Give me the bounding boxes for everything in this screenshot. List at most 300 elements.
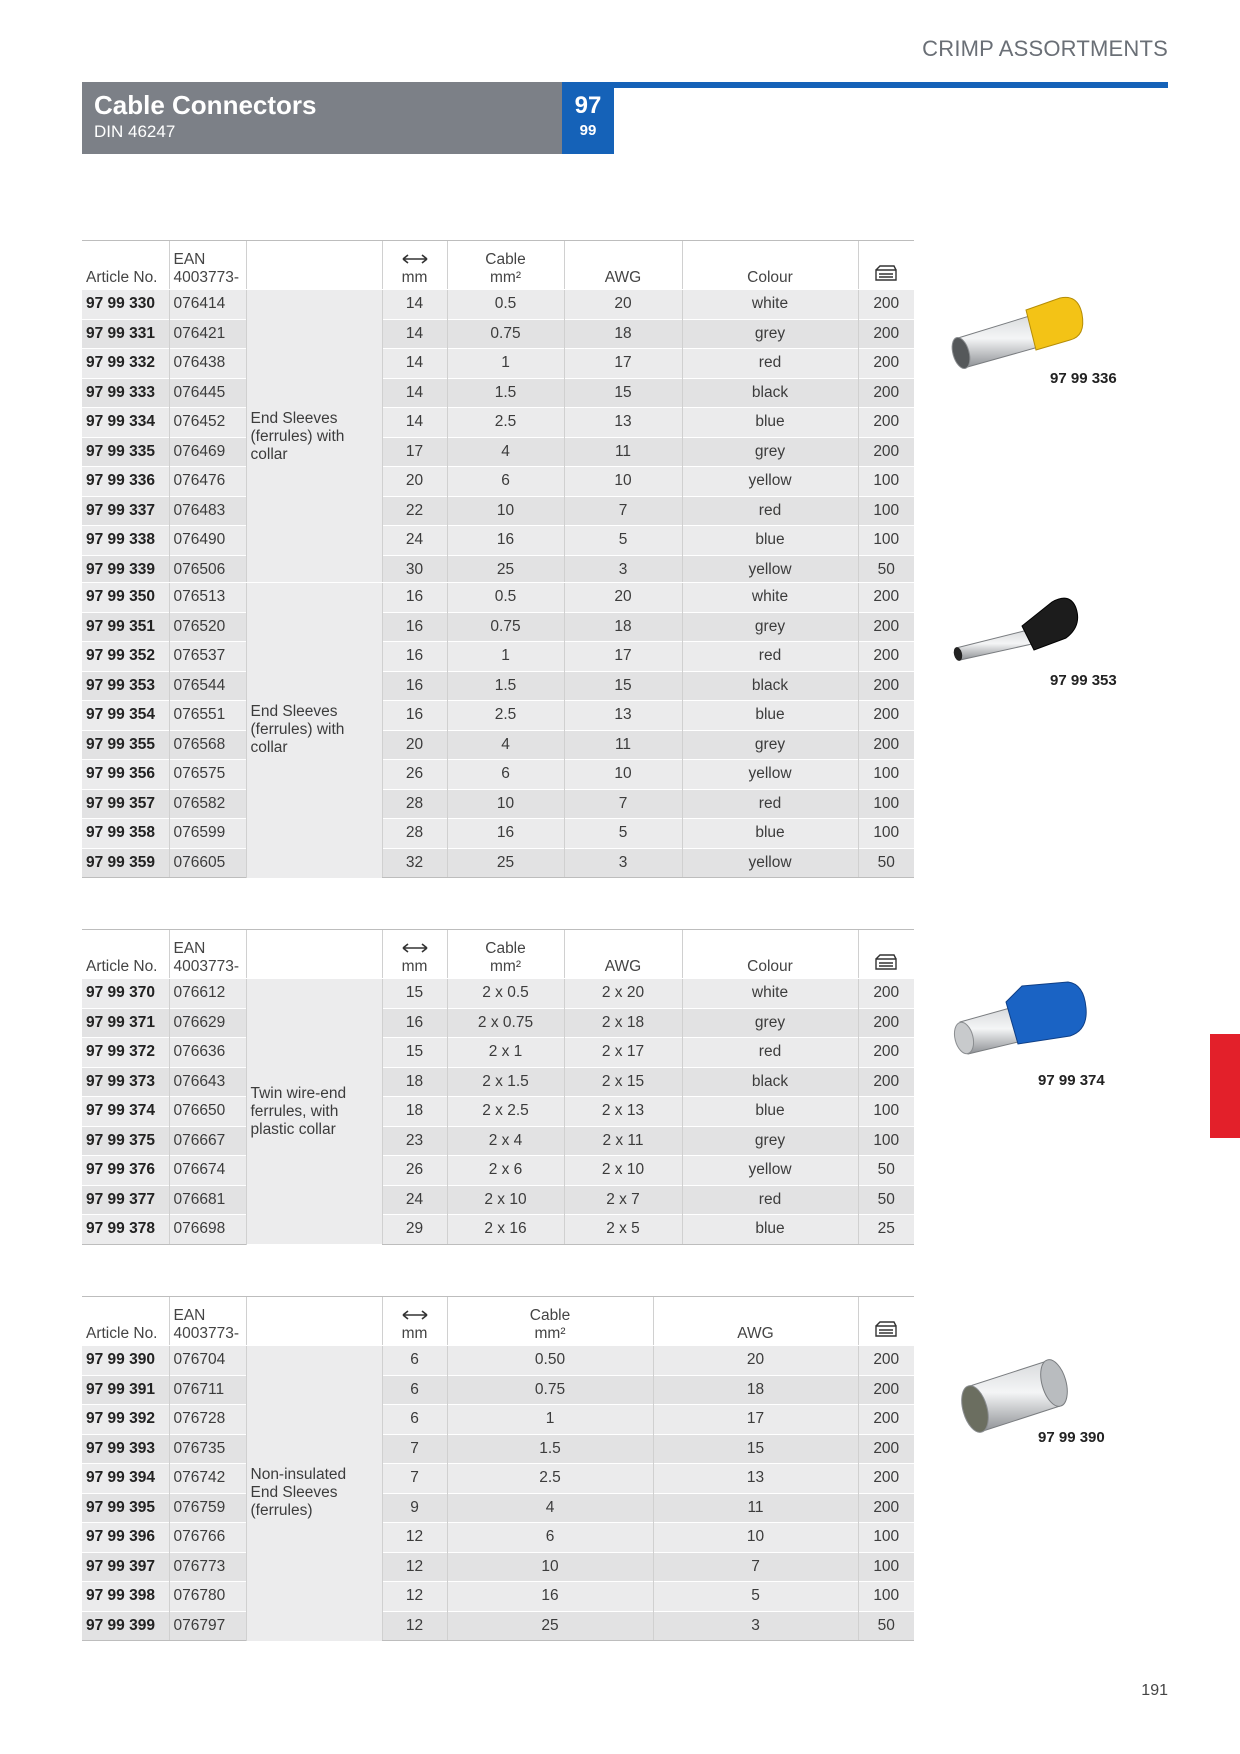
- pack-quantity: 50: [858, 1611, 914, 1641]
- length-mm: 6: [382, 1346, 447, 1376]
- awg-value: 10: [564, 760, 682, 790]
- article-number: 97 99 370: [82, 979, 169, 1009]
- ean-code: 076414: [169, 290, 246, 320]
- pack-quantity: 100: [858, 760, 914, 790]
- pack-quantity: 100: [858, 1097, 914, 1127]
- length-mm: 16: [382, 583, 447, 613]
- pack-quantity: 200: [858, 671, 914, 701]
- pack-quantity: 200: [858, 290, 914, 320]
- cable-size: 2 x 0.75: [447, 1008, 564, 1038]
- cable-size: 6: [447, 1523, 653, 1553]
- col-colour: Colour: [682, 930, 858, 979]
- colour: black: [682, 1067, 858, 1097]
- pack-quantity: 100: [858, 1582, 914, 1612]
- pack-quantity: 200: [858, 642, 914, 672]
- cable-size: 2.5: [447, 408, 564, 438]
- article-number: 97 99 397: [82, 1552, 169, 1582]
- awg-value: 2 x 17: [564, 1038, 682, 1068]
- table-row: [82, 612, 914, 642]
- awg-value: 15: [564, 671, 682, 701]
- article-number: 97 99 339: [82, 555, 169, 585]
- pack-quantity: 200: [858, 701, 914, 731]
- colour: red: [682, 789, 858, 819]
- package-icon: [874, 953, 898, 971]
- col-description: [246, 930, 382, 979]
- article-number: 97 99 398: [82, 1582, 169, 1612]
- awg-value: 15: [653, 1434, 858, 1464]
- awg-value: 2 x 13: [564, 1097, 682, 1127]
- col-awg: AWG: [564, 930, 682, 979]
- length-mm: 28: [382, 789, 447, 819]
- table-header-row: [82, 1297, 914, 1346]
- awg-value: 11: [564, 437, 682, 467]
- awg-value: 2 x 5: [564, 1215, 682, 1245]
- ean-code: 076551: [169, 701, 246, 731]
- awg-value: 17: [564, 349, 682, 379]
- article-number: 97 99 372: [82, 1038, 169, 1068]
- colour: blue: [682, 408, 858, 438]
- length-mm: 22: [382, 496, 447, 526]
- pack-quantity: 200: [858, 1405, 914, 1435]
- colour: grey: [682, 730, 858, 760]
- cable-size: 2.5: [447, 1464, 653, 1494]
- ean-code: 076537: [169, 642, 246, 672]
- awg-value: 17: [653, 1405, 858, 1435]
- ferrule-blue-image: [952, 980, 1102, 1070]
- awg-value: 15: [564, 378, 682, 408]
- package-icon: [874, 1320, 898, 1338]
- colour: blue: [682, 819, 858, 849]
- cable-size: 16: [447, 526, 564, 556]
- awg-value: 2 x 18: [564, 1008, 682, 1038]
- ferrule-black-image: [948, 586, 1088, 676]
- article-number: 97 99 359: [82, 848, 169, 878]
- article-number: 97 99 395: [82, 1493, 169, 1523]
- pack-quantity: 25: [858, 1215, 914, 1245]
- product-table-4: [82, 1296, 914, 1641]
- cable-size: 25: [447, 555, 564, 585]
- length-mm: 18: [382, 1097, 447, 1127]
- cable-size: 0.5: [447, 583, 564, 613]
- article-number: 97 99 377: [82, 1185, 169, 1215]
- cable-size: 0.75: [447, 612, 564, 642]
- awg-value: 7: [653, 1552, 858, 1582]
- awg-value: 2 x 11: [564, 1126, 682, 1156]
- ean-code: 076780: [169, 1582, 246, 1612]
- colour: blue: [682, 1215, 858, 1245]
- table-row: [82, 319, 914, 349]
- table-row: [82, 1156, 914, 1186]
- cable-size: 1.5: [447, 378, 564, 408]
- ferrule-yellow-image: [948, 290, 1088, 380]
- col-length: mm: [382, 1297, 447, 1346]
- ean-code: 076629: [169, 1008, 246, 1038]
- cable-size: 25: [447, 848, 564, 878]
- colour: red: [682, 642, 858, 672]
- article-number: 97 99 350: [82, 583, 169, 613]
- article-number: 97 99 393: [82, 1434, 169, 1464]
- pack-quantity: 100: [858, 526, 914, 556]
- colour: white: [682, 979, 858, 1009]
- product-description: Twin wire-end ferrules, with plastic collar: [246, 979, 382, 1245]
- col-description: [246, 241, 382, 290]
- colour: white: [682, 583, 858, 613]
- article-number: 97 99 357: [82, 789, 169, 819]
- col-length: mm: [382, 241, 447, 290]
- ean-code: 076681: [169, 1185, 246, 1215]
- awg-value: 5: [564, 819, 682, 849]
- ean-code: 076612: [169, 979, 246, 1009]
- length-mm: 24: [382, 1185, 447, 1215]
- length-mm: 14: [382, 378, 447, 408]
- ean-code: 076469: [169, 437, 246, 467]
- table-row: [82, 1008, 914, 1038]
- pack-quantity: 200: [858, 1375, 914, 1405]
- table-row: [82, 1434, 914, 1464]
- length-mm: 24: [382, 526, 447, 556]
- ean-code: 076421: [169, 319, 246, 349]
- pack-quantity: 200: [858, 408, 914, 438]
- table-row: [82, 789, 914, 819]
- cable-size: 10: [447, 789, 564, 819]
- ean-code: 076735: [169, 1434, 246, 1464]
- length-mm: 26: [382, 1156, 447, 1186]
- image-label-3: 97 99 374: [1038, 1072, 1105, 1089]
- cable-size: 6: [447, 467, 564, 497]
- awg-value: 5: [564, 526, 682, 556]
- cable-size: 2 x 2.5: [447, 1097, 564, 1127]
- cable-size: 0.75: [447, 1375, 653, 1405]
- image-label-4: 97 99 390: [1038, 1429, 1105, 1446]
- product-table-2: [82, 582, 914, 878]
- article-number: 97 99 390: [82, 1346, 169, 1376]
- article-number: 97 99 371: [82, 1008, 169, 1038]
- awg-value: 20: [653, 1346, 858, 1376]
- table-row: [82, 555, 914, 585]
- length-mm: 14: [382, 408, 447, 438]
- awg-value: 18: [564, 319, 682, 349]
- table-row: [82, 1611, 914, 1641]
- table-row: [82, 349, 914, 379]
- article-number: 97 99 330: [82, 290, 169, 320]
- product-table-1: [82, 240, 914, 585]
- article-number: 97 99 353: [82, 671, 169, 701]
- awg-value: 3: [564, 848, 682, 878]
- cable-size: 1: [447, 1405, 653, 1435]
- awg-value: 18: [564, 612, 682, 642]
- ean-code: 076544: [169, 671, 246, 701]
- table-row: [82, 1375, 914, 1405]
- package-icon: [874, 264, 898, 282]
- length-mm: 7: [382, 1434, 447, 1464]
- awg-value: 17: [564, 642, 682, 672]
- length-mm: 16: [382, 1008, 447, 1038]
- ean-code: 076476: [169, 467, 246, 497]
- awg-value: 11: [564, 730, 682, 760]
- pack-quantity: 100: [858, 1523, 914, 1553]
- colour: yellow: [682, 760, 858, 790]
- cable-size: 0.5: [447, 290, 564, 320]
- awg-value: 20: [564, 290, 682, 320]
- cable-size: 1.5: [447, 1434, 653, 1464]
- table-row: [82, 1346, 914, 1376]
- page-subtitle: DIN 46247: [94, 122, 176, 141]
- pack-quantity: 50: [858, 555, 914, 585]
- length-mm: 12: [382, 1552, 447, 1582]
- cable-size: 0.75: [447, 319, 564, 349]
- col-ean: EAN 4003773-: [169, 1297, 246, 1346]
- length-mm: 29: [382, 1215, 447, 1245]
- col-cable: Cable mm²: [447, 1297, 653, 1346]
- length-arrow-icon: [402, 254, 428, 264]
- table-row: [82, 1215, 914, 1245]
- awg-value: 3: [653, 1611, 858, 1641]
- article-number: 97 99 354: [82, 701, 169, 731]
- cable-size: 1: [447, 642, 564, 672]
- length-mm: 12: [382, 1582, 447, 1612]
- length-mm: 16: [382, 671, 447, 701]
- awg-value: 11: [653, 1493, 858, 1523]
- ean-code: 076667: [169, 1126, 246, 1156]
- colour: black: [682, 378, 858, 408]
- ean-code: 076698: [169, 1215, 246, 1245]
- awg-value: 13: [564, 408, 682, 438]
- colour: yellow: [682, 555, 858, 585]
- cable-size: 25: [447, 1611, 653, 1641]
- col-cable: Cable mm²: [447, 930, 564, 979]
- product-description: Non-insulated End Sleeves (ferrules): [246, 1346, 382, 1641]
- awg-value: 2 x 7: [564, 1185, 682, 1215]
- cable-size: 2.5: [447, 701, 564, 731]
- length-arrow-icon: [402, 1310, 428, 1320]
- table-header-row: [82, 930, 914, 979]
- colour: red: [682, 496, 858, 526]
- length-mm: 14: [382, 319, 447, 349]
- ean-code: 076674: [169, 1156, 246, 1186]
- ean-code: 076797: [169, 1611, 246, 1641]
- ean-code: 076452: [169, 408, 246, 438]
- table-row: [82, 979, 914, 1009]
- group-number-bottom: 99: [579, 122, 597, 139]
- table-row: [82, 671, 914, 701]
- cable-size: 2 x 1: [447, 1038, 564, 1068]
- cable-size: 2 x 0.5: [447, 979, 564, 1009]
- cable-size: 1.5: [447, 671, 564, 701]
- article-number: 97 99 332: [82, 349, 169, 379]
- colour: grey: [682, 612, 858, 642]
- group-number-badge: [562, 82, 614, 154]
- table-header-row: [82, 241, 914, 290]
- header-rule: [612, 82, 1168, 88]
- ean-code: 076568: [169, 730, 246, 760]
- length-mm: 12: [382, 1523, 447, 1553]
- pack-quantity: 200: [858, 583, 914, 613]
- table-row: [82, 408, 914, 438]
- cable-size: 2 x 1.5: [447, 1067, 564, 1097]
- pack-quantity: 100: [858, 1126, 914, 1156]
- length-mm: 15: [382, 979, 447, 1009]
- ean-code: 076605: [169, 848, 246, 878]
- ean-code: 076773: [169, 1552, 246, 1582]
- table-row: [82, 1038, 914, 1068]
- article-number: 97 99 355: [82, 730, 169, 760]
- colour: yellow: [682, 467, 858, 497]
- length-mm: 20: [382, 467, 447, 497]
- ean-code: 076711: [169, 1375, 246, 1405]
- colour: black: [682, 671, 858, 701]
- table-row: [82, 1405, 914, 1435]
- pack-quantity: 200: [858, 437, 914, 467]
- col-article: Article No.: [82, 241, 169, 290]
- length-mm: 9: [382, 1493, 447, 1523]
- col-description: [246, 1297, 382, 1346]
- title-block: [82, 82, 562, 154]
- cable-size: 10: [447, 496, 564, 526]
- awg-value: 13: [653, 1464, 858, 1494]
- awg-value: 2 x 10: [564, 1156, 682, 1186]
- article-number: 97 99 338: [82, 526, 169, 556]
- pack-quantity: 200: [858, 1346, 914, 1376]
- article-number: 97 99 331: [82, 319, 169, 349]
- table-row: [82, 1493, 914, 1523]
- article-number: 97 99 351: [82, 612, 169, 642]
- ean-code: 076643: [169, 1067, 246, 1097]
- group-number-top: 97: [574, 92, 602, 119]
- col-awg: AWG: [564, 241, 682, 290]
- length-mm: 16: [382, 612, 447, 642]
- table-row: [82, 583, 914, 613]
- cable-size: 6: [447, 760, 564, 790]
- table-row: [82, 1582, 914, 1612]
- pack-quantity: 200: [858, 349, 914, 379]
- cable-size: 4: [447, 437, 564, 467]
- col-colour: Colour: [682, 241, 858, 290]
- pack-quantity: 100: [858, 1552, 914, 1582]
- cable-size: 2 x 4: [447, 1126, 564, 1156]
- pack-quantity: 100: [858, 819, 914, 849]
- article-number: 97 99 352: [82, 642, 169, 672]
- article-number: 97 99 391: [82, 1375, 169, 1405]
- length-mm: 7: [382, 1464, 447, 1494]
- ean-code: 076742: [169, 1464, 246, 1494]
- table-row: [82, 642, 914, 672]
- length-mm: 32: [382, 848, 447, 878]
- ean-code: 076728: [169, 1405, 246, 1435]
- page-title: Cable Connectors: [94, 90, 317, 120]
- length-mm: 6: [382, 1375, 447, 1405]
- product-table-3: [82, 929, 914, 1245]
- pack-quantity: 50: [858, 1156, 914, 1186]
- cable-size: 2 x 6: [447, 1156, 564, 1186]
- article-number: 97 99 394: [82, 1464, 169, 1494]
- pack-quantity: 200: [858, 1493, 914, 1523]
- table-row: [82, 496, 914, 526]
- col-pack: [858, 241, 914, 290]
- ean-code: 076599: [169, 819, 246, 849]
- cable-size: 2 x 10: [447, 1185, 564, 1215]
- table-row: [82, 848, 914, 878]
- ean-code: 076650: [169, 1097, 246, 1127]
- table-row: [82, 1126, 914, 1156]
- cable-size: 10: [447, 1552, 653, 1582]
- pack-quantity: 200: [858, 1464, 914, 1494]
- article-number: 97 99 392: [82, 1405, 169, 1435]
- pack-quantity: 200: [858, 730, 914, 760]
- table-row: [82, 526, 914, 556]
- ean-code: 076483: [169, 496, 246, 526]
- colour: grey: [682, 437, 858, 467]
- cable-size: 1: [447, 349, 564, 379]
- col-awg: AWG: [653, 1297, 858, 1346]
- length-arrow-icon: [402, 943, 428, 953]
- table-row: [82, 1185, 914, 1215]
- ean-code: 076636: [169, 1038, 246, 1068]
- ean-code: 076438: [169, 349, 246, 379]
- awg-value: 18: [653, 1375, 858, 1405]
- ean-code: 076582: [169, 789, 246, 819]
- article-number: 97 99 337: [82, 496, 169, 526]
- awg-value: 2 x 20: [564, 979, 682, 1009]
- colour: grey: [682, 319, 858, 349]
- article-number: 97 99 375: [82, 1126, 169, 1156]
- awg-value: 20: [564, 583, 682, 613]
- ean-code: 076704: [169, 1346, 246, 1376]
- length-mm: 26: [382, 760, 447, 790]
- table-row: [82, 730, 914, 760]
- colour: blue: [682, 526, 858, 556]
- colour: blue: [682, 1097, 858, 1127]
- col-ean: EAN 4003773-: [169, 241, 246, 290]
- col-pack: [858, 930, 914, 979]
- colour: red: [682, 1185, 858, 1215]
- col-cable: Cable mm²: [447, 241, 564, 290]
- col-pack: [858, 1297, 914, 1346]
- awg-value: 10: [564, 467, 682, 497]
- cable-size: 4: [447, 730, 564, 760]
- awg-value: 7: [564, 789, 682, 819]
- ean-code: 076520: [169, 612, 246, 642]
- pack-quantity: 100: [858, 496, 914, 526]
- product-description: End Sleeves (ferrules) with collar: [246, 290, 382, 585]
- article-number: 97 99 358: [82, 819, 169, 849]
- article-number: 97 99 376: [82, 1156, 169, 1186]
- awg-value: 5: [653, 1582, 858, 1612]
- table-row: [82, 290, 914, 320]
- length-mm: 14: [382, 290, 447, 320]
- ean-code: 076506: [169, 555, 246, 585]
- article-number: 97 99 373: [82, 1067, 169, 1097]
- col-ean: EAN 4003773-: [169, 930, 246, 979]
- page-number: 191: [1141, 1682, 1168, 1699]
- chapter-tab: [1210, 1034, 1240, 1138]
- cable-size: 16: [447, 819, 564, 849]
- length-mm: 6: [382, 1405, 447, 1435]
- table-row: [82, 1552, 914, 1582]
- length-mm: 18: [382, 1067, 447, 1097]
- col-article: Article No.: [82, 1297, 169, 1346]
- product-description: End Sleeves (ferrules) with collar: [246, 583, 382, 878]
- ean-code: 076490: [169, 526, 246, 556]
- pack-quantity: 200: [858, 612, 914, 642]
- awg-value: 10: [653, 1523, 858, 1553]
- length-mm: 28: [382, 819, 447, 849]
- table-row: [82, 1097, 914, 1127]
- colour: white: [682, 290, 858, 320]
- awg-value: 3: [564, 555, 682, 585]
- article-number: 97 99 374: [82, 1097, 169, 1127]
- image-label-1: 97 99 336: [1050, 370, 1117, 387]
- table-row: [82, 760, 914, 790]
